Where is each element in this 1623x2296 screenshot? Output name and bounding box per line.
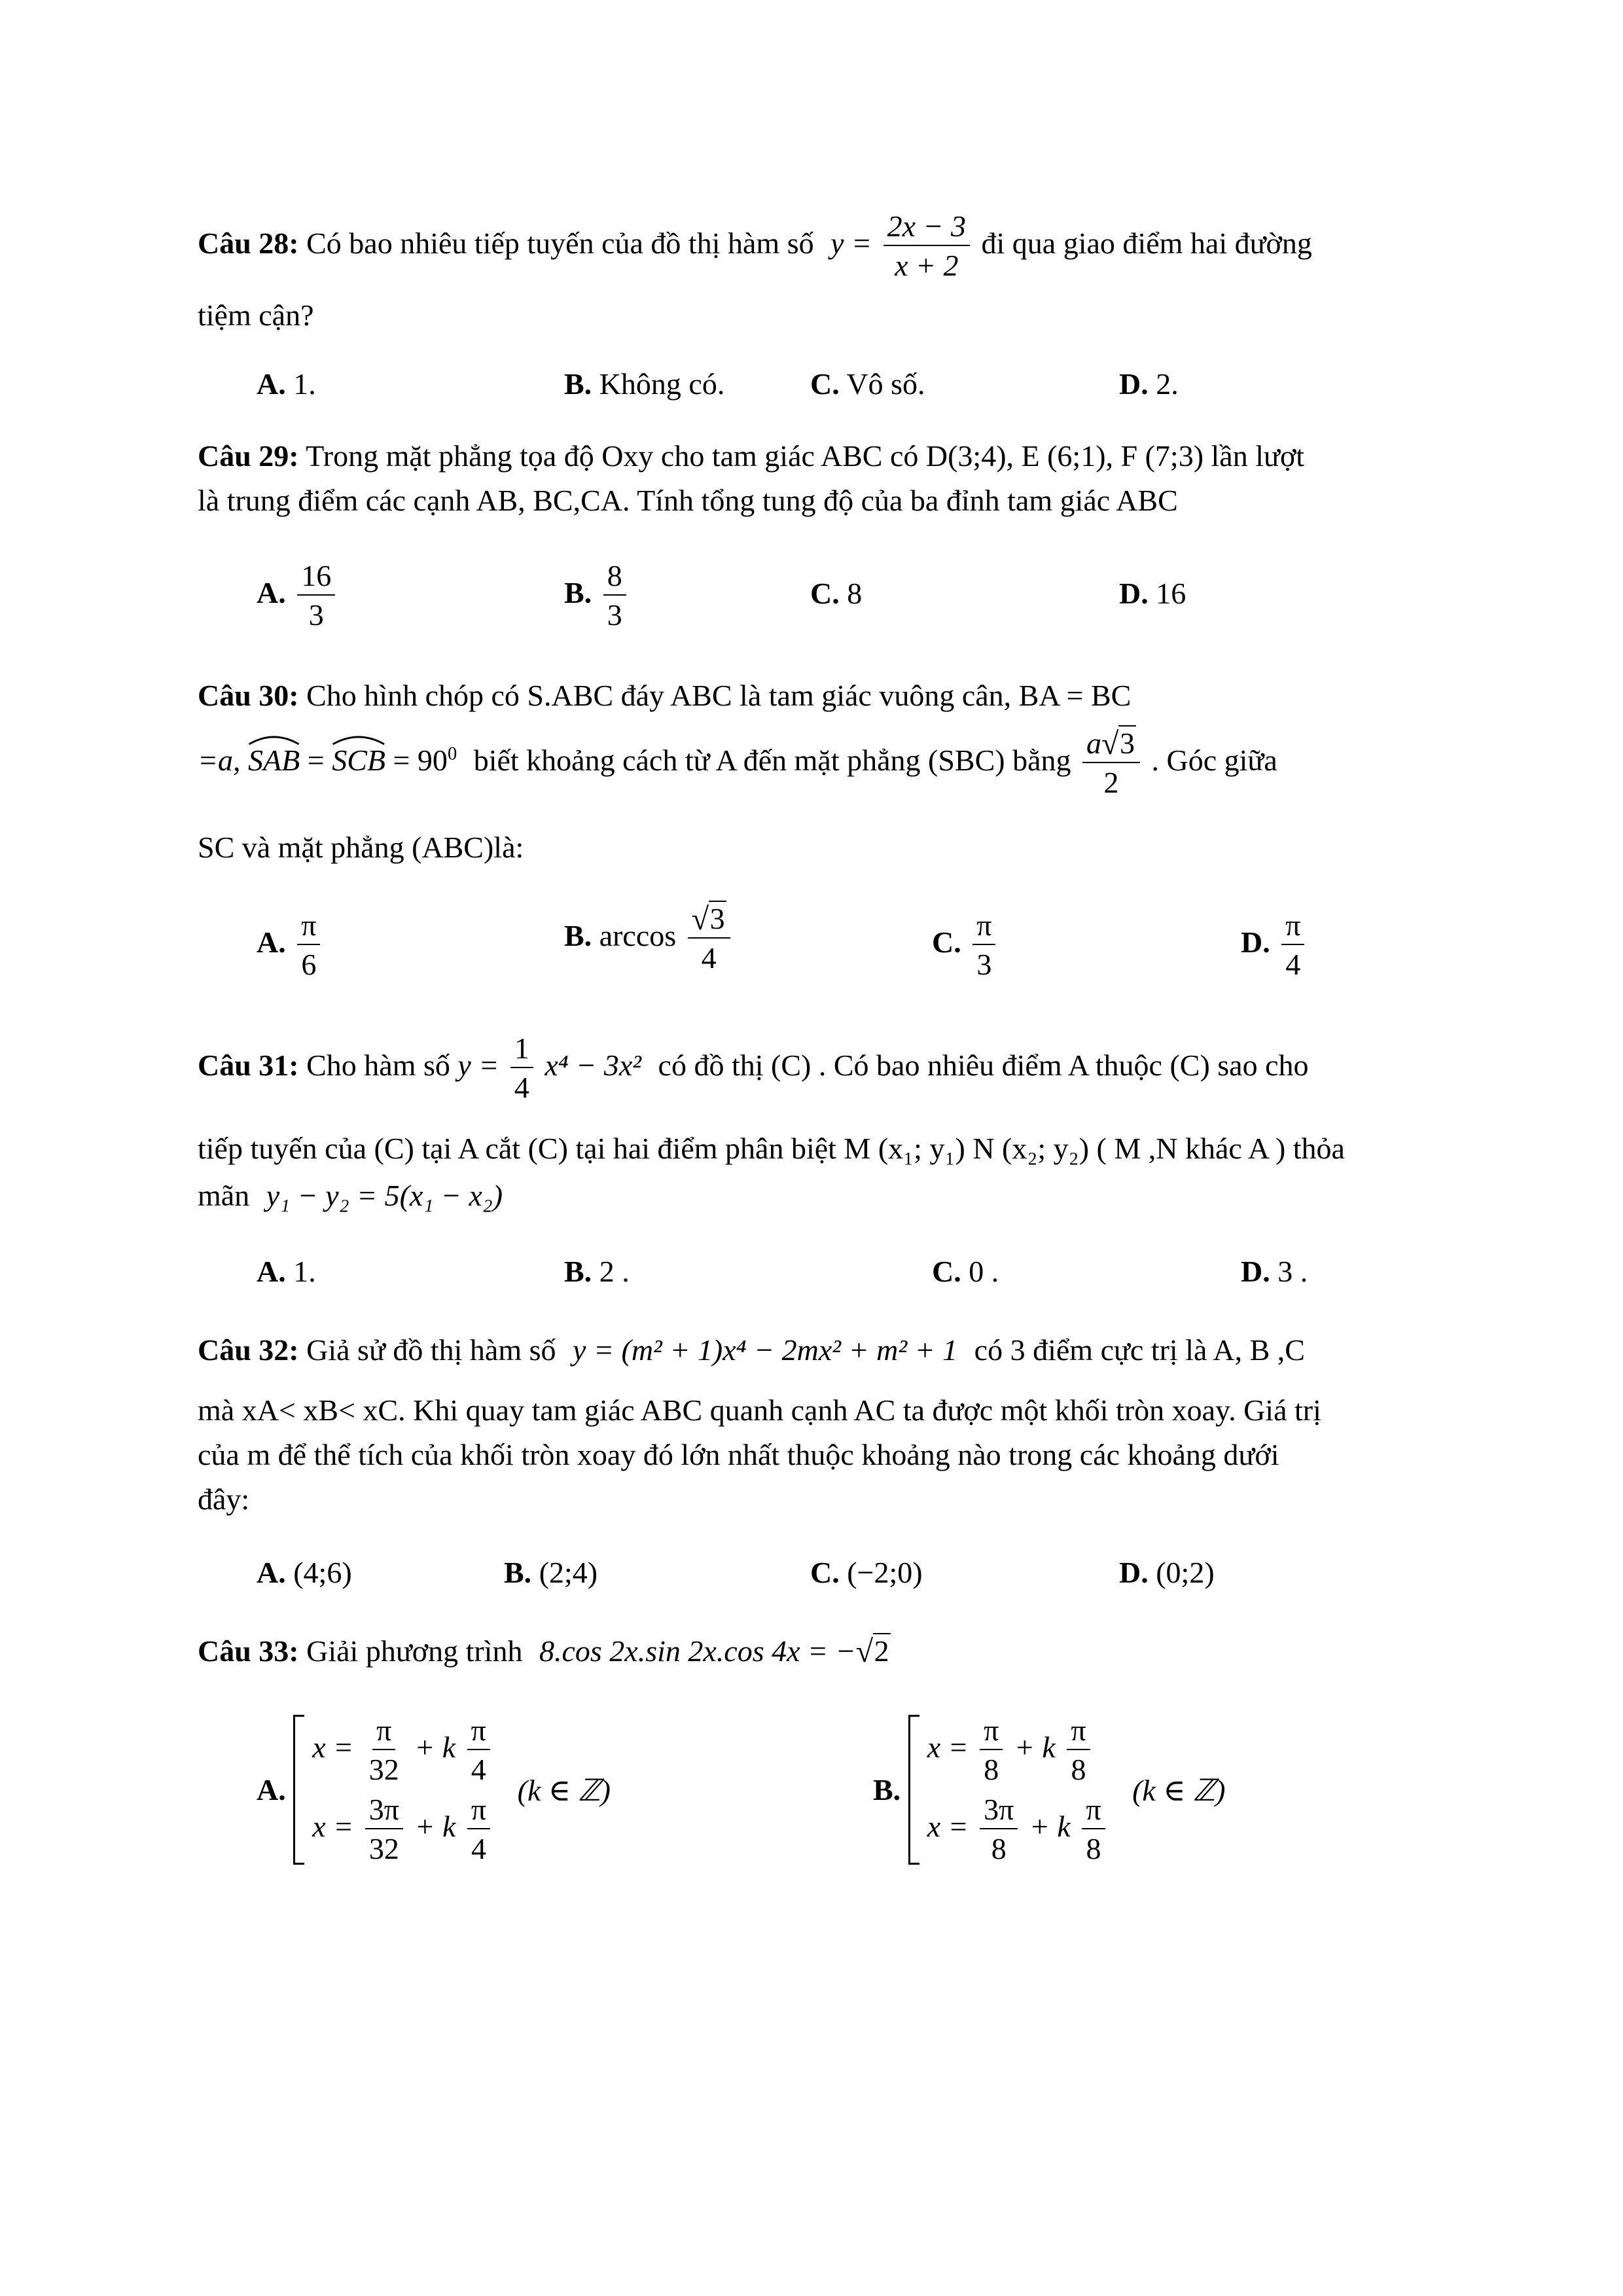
q33-option-a-r2-num: 3π (365, 1794, 403, 1829)
q32-text3: của m để thể tích của khối tròn xoay đó lớn nhất thuộc khoảng nào trong các khoảng dưới (198, 1438, 1279, 1471)
sqrt-icon: √ (855, 1634, 874, 1669)
q32-option-b-text: (2;4) (539, 1556, 598, 1589)
q33-option-b-r2-num: 3π (980, 1794, 1018, 1829)
q29-option-b-letter: B. (564, 575, 592, 609)
q32-line1 (198, 1333, 1305, 1367)
q33-text1: Giải phương trình (306, 1634, 523, 1668)
q29-option-c-text: 8 (847, 577, 863, 610)
q31-line3 (198, 1178, 503, 1213)
q33-option-b-r1-den: 8 (984, 1753, 999, 1787)
q33-line1 (198, 1634, 891, 1668)
q32-option-c-text: (−2;0) (847, 1556, 923, 1589)
q30-option-b-den: 4 (701, 941, 717, 975)
q29-option-a-num: 16 (297, 560, 335, 596)
q28-line1 (198, 211, 1312, 282)
q28-option-a-text: 1. (293, 367, 316, 401)
q33-option-a-r1-num2: π (467, 1715, 490, 1750)
q29-option-b-frac (603, 560, 626, 632)
sqrt-icon: √ (691, 901, 709, 937)
q33-option-b-r2-lhs: x = (927, 1809, 969, 1843)
q28-text1: Có bao nhiêu tiếp tuyến của đồ thị hàm số (306, 226, 814, 260)
q32-option-a-text: (4;6) (293, 1556, 352, 1589)
q33-option-a-r1-den2: 4 (471, 1753, 486, 1787)
q29-option-b-num: 8 (603, 560, 626, 596)
q32-text2: mà xA< xB< xC. Khi quay tam giác ABC quanh cạnh AC ta được một khối tròn xoay. Giá trị (198, 1393, 1321, 1427)
q28-frac-den: x + 2 (895, 249, 959, 283)
q33-option-a-r1-frac2 (467, 1715, 490, 1786)
q33-option-b-cond: (k ∈ ℤ) (1132, 1773, 1226, 1807)
q33-option-a-r2-num2: π (467, 1794, 490, 1829)
q28-text3: tiệm cận? (198, 298, 314, 332)
q33-option-b-rows (927, 1715, 1109, 1865)
q30-angle-sab (248, 743, 300, 778)
q28-label: Câu 28: (198, 226, 299, 260)
q31-option-c-letter: C. (932, 1255, 961, 1288)
q31-text3a: mãn (198, 1179, 250, 1212)
q33-option-b[interactable] (873, 1715, 1225, 1865)
q30-option-a-den: 6 (301, 948, 317, 982)
q29-text1: Trong mặt phẳng tọa độ Oxy cho tam giác ABC có D(3;4), E (6;1), F (7;3) lần lượt (306, 439, 1305, 473)
q30-text2c: . Góc giữa (1151, 743, 1277, 777)
q30-option-d-frac (1281, 910, 1304, 981)
q31-func-lhs: y = (457, 1048, 499, 1082)
q33-option-a-cond: (k ∈ ℤ) (517, 1773, 611, 1807)
q32-option-a[interactable] (257, 1555, 352, 1590)
q30-frac-den: 2 (1103, 766, 1119, 800)
q30-option-a[interactable] (257, 910, 324, 981)
q33-option-a-row1 (312, 1715, 494, 1786)
q30-option-b-sqrt (692, 903, 726, 935)
q28-option-a[interactable] (257, 367, 316, 401)
q33-option-b-bracket-bar (908, 1715, 919, 1865)
q30-angle-scb (332, 743, 385, 778)
q33-option-a-r2-lhs: x = (312, 1809, 354, 1843)
q28-option-a-letter: A. (257, 367, 286, 401)
q33-option-a-r1-den: 32 (368, 1753, 399, 1787)
q28-option-d-letter: D. (1119, 367, 1149, 401)
q30-option-a-letter: A. (257, 925, 286, 959)
q30-frac-sqrt (1101, 728, 1136, 759)
q30-text2b: biết khoảng cách từ A đến mặt phẳng (SBC) bằng (473, 743, 1071, 777)
q33-option-a-row2 (312, 1794, 494, 1865)
q30-deg: = 90 (393, 743, 448, 777)
q32-line4 (198, 1482, 249, 1516)
q33-option-a-r2-den2: 4 (471, 1831, 487, 1865)
q31-frac-den: 4 (514, 1071, 529, 1105)
q30-option-d-letter: D. (1241, 925, 1270, 959)
q28-line2 (198, 298, 314, 332)
q33-option-b-r2-mid: + k (1029, 1809, 1071, 1843)
q31-option-a-letter: A. (257, 1255, 286, 1288)
q32-option-b-letter: B. (504, 1556, 532, 1589)
q29-option-d-text: 16 (1156, 577, 1186, 610)
q32-option-b[interactable] (504, 1555, 597, 1590)
q29-text2: là trung điểm các cạnh AB, BC,CA. Tính tổng tung độ của ba đỉnh tam giác ABC (198, 484, 1178, 517)
q33-option-b-r2-num2: π (1082, 1794, 1105, 1829)
q30-eq: = (307, 743, 325, 777)
q33-option-b-bracket (908, 1715, 1109, 1865)
q31-label: Câu 31: (198, 1048, 299, 1082)
q33-option-b-r1-den2: 8 (1071, 1753, 1086, 1787)
q33-option-b-row2 (927, 1794, 1109, 1865)
q33-option-b-r2-frac2 (1082, 1794, 1105, 1865)
q29-line1 (198, 439, 1304, 473)
q30-option-d-num: π (1281, 910, 1304, 945)
q31-option-d-text: 3 . (1277, 1255, 1308, 1288)
q29-label: Câu 29: (198, 439, 299, 473)
q28-option-b[interactable] (564, 367, 724, 401)
q32-option-d-letter: D. (1119, 1556, 1149, 1589)
q31-option-b-letter: B. (564, 1255, 592, 1288)
q33-option-b-row1 (927, 1715, 1109, 1786)
q31-text3b: y₁ − y₂ = 5(x₁ − x₂) (266, 1179, 503, 1212)
q30-option-d-den: 4 (1285, 948, 1301, 982)
q30-text2a: =a, (198, 743, 241, 777)
q31-option-d[interactable] (1241, 1254, 1308, 1289)
q33-option-a-r2-mid: + k (414, 1809, 456, 1843)
q29-option-a-frac (297, 560, 335, 632)
q30-angle-scb-text: SCB (332, 743, 385, 777)
q30-option-c-frac (972, 910, 995, 981)
q28-option-c[interactable] (810, 367, 925, 401)
q30-option-b-num (688, 903, 730, 939)
q31-option-d-letter: D. (1241, 1255, 1270, 1288)
q28-option-b-letter: B. (564, 367, 592, 401)
q33-option-a-r1-num: π (372, 1715, 395, 1750)
q33-option-a-bracket-bar (293, 1715, 304, 1865)
q28-func-lhs: y = (830, 226, 872, 260)
q28-fraction (883, 211, 970, 282)
q30-deg-sup: 0 (447, 744, 457, 764)
q29-line2 (198, 483, 1178, 518)
q32-option-d-text: (0;2) (1156, 1556, 1215, 1589)
q32-option-a-letter: A. (257, 1556, 286, 1589)
q30-option-c-num: π (972, 910, 995, 945)
q32-text4: đây: (198, 1482, 250, 1516)
q29-option-a-den: 3 (308, 598, 324, 632)
q33-label: Câu 33: (198, 1634, 299, 1668)
q33-root: 2 (874, 1634, 889, 1668)
q33-option-a-r2-den: 32 (368, 1831, 399, 1865)
q30-text1: Cho hình chóp có S.ABC đáy ABC là tam giác vuông cân, BA = BC (306, 679, 1132, 712)
q33-option-b-r1-frac (980, 1715, 1003, 1786)
q33-option-a-letter: A. (257, 1773, 286, 1807)
q31-text2: tiếp tuyến của (C) tại A cắt (C) tại hai điểm phân biệt M (x₁; y₁) N (x₂; y₂) ( M ,N khác A ) thỏa (198, 1132, 1345, 1165)
q30-line1 (198, 678, 1131, 713)
q33-option-a-r2-frac (365, 1794, 403, 1865)
q33-equation: 8.cos 2x.sin 2x.cos 4x = − (539, 1634, 856, 1668)
q32-option-c-letter: C. (810, 1556, 840, 1589)
q30-option-a-frac (297, 910, 320, 981)
q30-frac-num (1082, 728, 1140, 763)
q31-option-b-text: 2 . (599, 1255, 630, 1288)
q28-option-b-text: Không có. (599, 367, 725, 401)
q33-option-a-rows (312, 1715, 494, 1865)
q33-option-a[interactable] (257, 1715, 611, 1865)
q30-angle-sab-text: SAB (248, 743, 300, 777)
q31-option-a-text: 1. (293, 1255, 316, 1288)
q32-text1: Giả sử đồ thị hàm số (306, 1333, 556, 1367)
q33-option-a-bracket (293, 1715, 494, 1865)
q31-text1: Cho hàm số (306, 1048, 450, 1082)
q30-option-b-letter: B. (564, 918, 592, 952)
q29-option-c-letter: C. (810, 577, 840, 610)
q33-option-b-r1-mid: + k (1014, 1730, 1056, 1764)
q33-option-b-r1-lhs: x = (927, 1730, 969, 1764)
q33-sqrt (856, 1634, 891, 1668)
q32-option-c[interactable] (810, 1555, 923, 1590)
q32-line3 (198, 1437, 1279, 1472)
q30-option-b-root: 3 (709, 902, 725, 935)
q29-option-a-letter: A. (257, 575, 286, 609)
q30-option-b-prefix: arccos (599, 918, 677, 952)
q30-option-b[interactable] (564, 903, 734, 975)
q30-label: Câu 30: (198, 679, 299, 712)
q28-option-c-text: Vô số. (846, 367, 925, 401)
q28-option-d[interactable] (1119, 367, 1179, 401)
q30-angle-sab-arc (248, 734, 300, 745)
q29-option-b[interactable] (564, 560, 630, 632)
q33-option-b-r2-den2: 8 (1086, 1831, 1101, 1865)
q30-option-c-den: 3 (976, 948, 992, 982)
q30-line2 (198, 728, 1277, 799)
q28-text2: đi qua giao điểm hai đường (981, 226, 1312, 260)
q30-angle-scb-arc (332, 734, 385, 745)
q33-option-a-r1-mid: + k (414, 1730, 456, 1764)
q30-option-b-frac (688, 903, 730, 975)
q30-text3: SC và mặt phẳng (ABC)là: (198, 831, 524, 864)
q33-option-b-r1-frac2 (1067, 1715, 1090, 1786)
q28-option-d-text: 2. (1156, 367, 1179, 401)
q29-option-a[interactable] (257, 560, 339, 632)
q32-text1b: có 3 điểm cực trị là A, B ,C (974, 1333, 1305, 1367)
q31-line1 (198, 1033, 1309, 1104)
q30-frac-num-a: a (1086, 726, 1102, 760)
q31-line2 (198, 1131, 1345, 1166)
q33-option-b-letter: B. (873, 1773, 901, 1807)
q31-option-b[interactable] (564, 1254, 630, 1289)
q30-fraction (1082, 728, 1140, 799)
q30-option-c-letter: C. (932, 925, 961, 959)
q29-option-d[interactable] (1119, 576, 1186, 611)
q32-func: y = (m² + 1)x⁴ − 2mx² + m² + 1 (573, 1333, 958, 1367)
q33-option-b-r1-num2: π (1067, 1715, 1090, 1750)
q31-text1b: có đồ thị (C) . Có bao nhiêu điểm A thuộc (C) sao cho (658, 1048, 1309, 1082)
q33-option-b-r2-den: 8 (991, 1831, 1007, 1865)
q31-func-rest: x⁴ − 3x² (544, 1048, 642, 1082)
q33-option-b-r2-frac (980, 1794, 1018, 1865)
q31-fraction (510, 1033, 533, 1104)
q29-option-d-letter: D. (1119, 577, 1149, 610)
q30-line3 (198, 830, 524, 865)
q29-option-c[interactable] (810, 576, 862, 611)
q33-option-a-r2-frac2 (467, 1794, 490, 1865)
q30-option-d[interactable] (1241, 910, 1308, 981)
q28-frac-num: 2x − 3 (883, 211, 970, 246)
q33-option-a-r1-frac (365, 1715, 403, 1786)
q31-frac-num: 1 (510, 1033, 533, 1068)
q32-label: Câu 32: (198, 1333, 299, 1367)
q31-option-c-text: 0 . (969, 1255, 999, 1288)
q31-option-c[interactable] (932, 1254, 999, 1289)
q33-option-a-r1-lhs: x = (312, 1730, 354, 1764)
q30-option-a-num: π (297, 910, 320, 945)
q33-option-b-r1-num: π (980, 1715, 1003, 1750)
sqrt-icon: √ (1101, 726, 1119, 761)
q30-frac-num-root: 3 (1120, 726, 1135, 760)
q29-option-b-den: 3 (607, 598, 622, 632)
q30-option-c[interactable] (932, 910, 999, 981)
q32-line2 (198, 1393, 1321, 1427)
q31-option-a[interactable] (257, 1254, 316, 1289)
q32-option-d[interactable] (1119, 1555, 1215, 1590)
q28-option-c-letter: C. (810, 367, 840, 401)
